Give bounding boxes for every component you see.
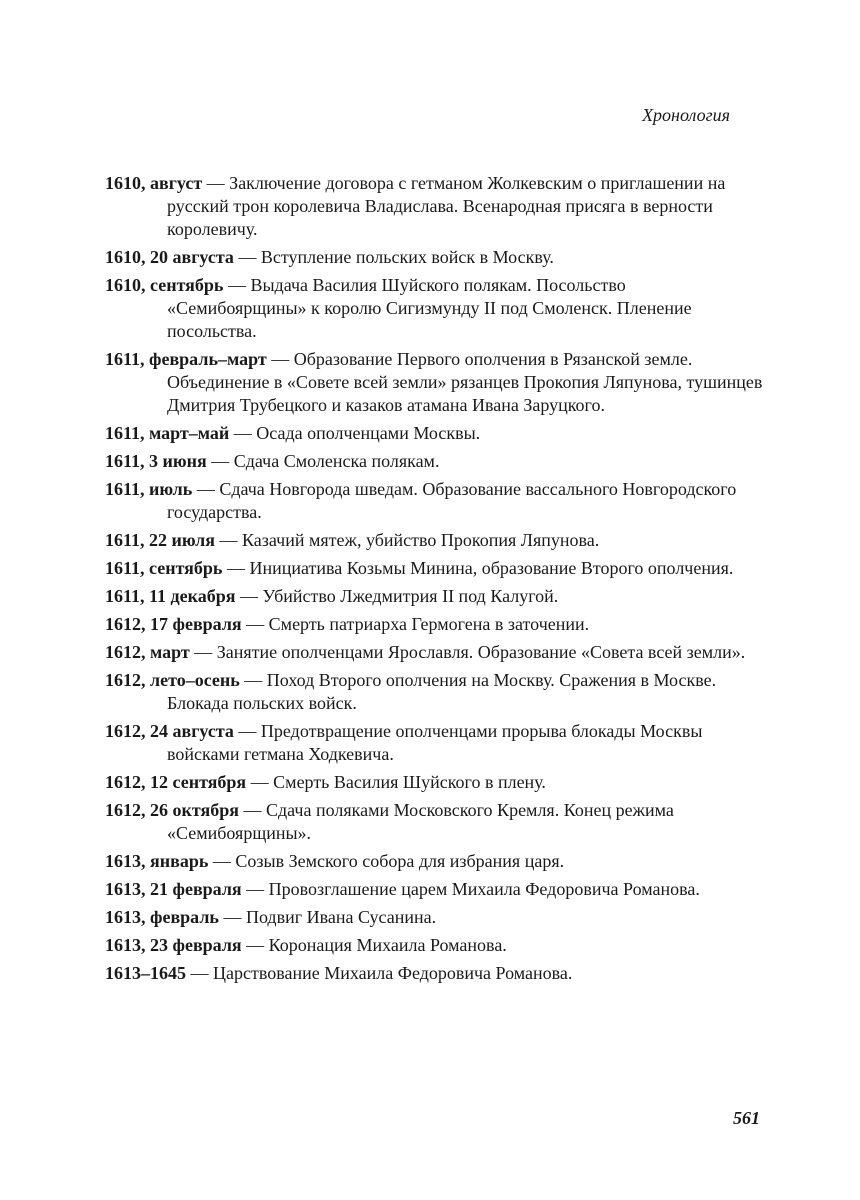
entry-text: Выдача Василия Шуйского полякам. Посольство «Семибоярщины» к королю Сигизмунду II под Смоленск. Пленение посольства. — [167, 275, 692, 341]
entry-date: 1611, сентябрь — [105, 558, 223, 578]
entry-separator: — — [233, 721, 261, 741]
entry-date: 1611, 3 июня — [105, 451, 207, 471]
entry-text: Убийство Лжедмитрия II под Калугой. — [262, 586, 559, 606]
entry-date: 1611, февраль–март — [105, 349, 267, 369]
chronology-entry — [105, 529, 765, 552]
entry-separator: — — [241, 879, 269, 899]
entry-text: Поход Второго ополчения на Москву. Сражения в Москве. Блокада польских войск. — [167, 670, 717, 713]
chronology-entry — [105, 799, 765, 845]
entry-separator: — — [192, 479, 220, 499]
chronology-entry — [105, 557, 765, 580]
entry-text: Образование Первого ополчения в Рязанской земле. Объединение в «Совете всей земли» рязанцев Прокопия Ляпунова, тушинцев Дмитрия Трубецкого и казаков атамана Ивана Заруцкого. — [167, 349, 763, 415]
entry-text: Сдача Новгорода шведам. Образование вассального Новгородского государства. — [167, 479, 737, 522]
entry-separator: — — [206, 451, 234, 471]
entry-date: 1612, 26 октября — [105, 800, 239, 820]
entry-text: Вступление польских войск в Москву. — [260, 247, 554, 267]
chronology-entry — [105, 962, 765, 985]
entry-date: 1612, лето–осень — [105, 670, 240, 690]
entry-date: 1611, 11 декабря — [105, 586, 236, 606]
entry-date: 1613, январь — [105, 851, 209, 871]
entry-date: 1610, август — [105, 173, 203, 193]
chronology-entry — [105, 613, 765, 636]
chronology-entry — [105, 585, 765, 608]
entry-date: 1613, февраль — [105, 907, 219, 927]
entry-date: 1612, 24 августа — [105, 721, 234, 741]
entry-separator: — — [189, 642, 217, 662]
entry-separator: — — [215, 530, 243, 550]
entry-text: Осада ополченцами Москвы. — [256, 423, 481, 443]
entry-date: 1611, июль — [105, 479, 193, 499]
entry-separator: — — [239, 670, 267, 690]
entry-text: Смерть Василия Шуйского в плену. — [273, 772, 546, 792]
chronology-entry — [105, 172, 765, 241]
chronology-entry — [105, 771, 765, 794]
entry-separator: — — [238, 800, 266, 820]
page-number: 561 — [733, 1108, 760, 1128]
chronology-entry — [105, 478, 765, 524]
entry-separator: — — [202, 173, 230, 193]
entry-text: Предотвращение ополченцами прорыва блокады Москвы войсками гетмана Ходкевича. — [167, 721, 703, 764]
entry-date: 1613, 23 февраля — [105, 935, 242, 955]
entry-date: 1610, 20 августа — [105, 247, 234, 267]
chronology-entry — [105, 669, 765, 715]
entry-text: Смерть патриарха Гермогена в заточении. — [268, 614, 590, 634]
entry-separator: — — [218, 907, 246, 927]
chronology-entry — [105, 878, 765, 901]
chronology-entry — [105, 422, 765, 445]
entry-text: Казачий мятеж, убийство Прокопия Ляпунова. — [242, 530, 600, 550]
entry-date: 1611, март–май — [105, 423, 230, 443]
entry-date: 1613, 21 февраля — [105, 879, 242, 899]
chronology-entry — [105, 850, 765, 873]
entry-text: Сдача поляками Московского Кремля. Конец режима «Семибоярщины». — [167, 800, 674, 843]
entry-separator: — — [229, 423, 257, 443]
entry-text: Заключение договора с гетманом Жолкевским о приглашении на русский трон королевича Владислава. Всенародная присяга в верности королевичу. — [167, 173, 726, 239]
chronology-entry — [105, 274, 765, 343]
entry-separator: — — [235, 586, 263, 606]
entry-date: 1610, сентябрь — [105, 275, 224, 295]
chronology-entry — [105, 641, 765, 664]
entry-text: Инициатива Козьмы Минина, образование Второго ополчения. — [249, 558, 734, 578]
entry-separator: — — [266, 349, 294, 369]
entry-separator: — — [233, 247, 261, 267]
running-header: Хронология — [642, 105, 730, 125]
entry-text: Созыв Земского собора для избрания царя. — [235, 851, 565, 871]
chronology-entry — [105, 348, 765, 417]
chronology-list — [105, 172, 765, 990]
entry-separator: — — [241, 935, 269, 955]
entry-date: 1611, 22 июля — [105, 530, 216, 550]
entry-date: 1612, март — [105, 642, 190, 662]
entry-date: 1612, 12 сентября — [105, 772, 247, 792]
entry-separator: — — [186, 963, 213, 983]
entry-text: Занятие ополченцами Ярославля. Образование «Совета всей земли». — [216, 642, 746, 662]
entry-date: 1613–1645 — [105, 963, 186, 983]
entry-text: Подвиг Ивана Сусанина. — [245, 907, 437, 927]
entry-text: Коронация Михаила Романова. — [268, 935, 507, 955]
entry-separator: — — [246, 772, 274, 792]
chronology-entry — [105, 906, 765, 929]
chronology-entry — [105, 246, 765, 269]
entry-separator: — — [222, 558, 250, 578]
entry-separator: — — [208, 851, 236, 871]
entry-text: Царствование Михаила Федоровича Романова. — [213, 963, 573, 983]
entry-date: 1612, 17 февраля — [105, 614, 242, 634]
chronology-entry — [105, 720, 765, 766]
entry-text: Сдача Смоленска полякам. — [233, 451, 440, 471]
entry-separator: — — [241, 614, 269, 634]
entry-text: Провозглашение царем Михаила Федоровича Романова. — [268, 879, 700, 899]
chronology-entry — [105, 934, 765, 957]
entry-separator: — — [223, 275, 251, 295]
chronology-entry — [105, 450, 765, 473]
